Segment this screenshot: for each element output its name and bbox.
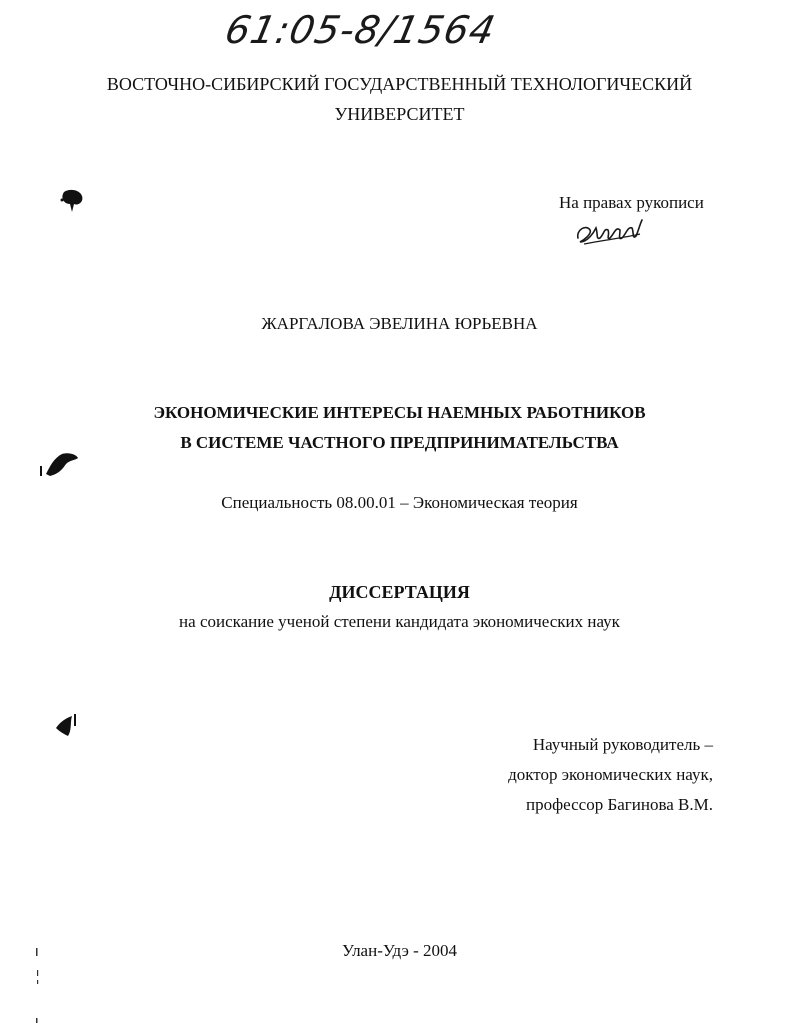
author-name: ЖАРГАЛОВА ЭВЕЛИНА ЮРЬЕВНА [261, 314, 538, 333]
university-name-line1: ВОСТОЧНО-СИБИРСКИЙ ГОСУДАРСТВЕННЫЙ ТЕХНОЛОГИЧЕСКИЙ [106, 74, 693, 94]
specialty-line: Специальность 08.00.01 – Экономическая теория [221, 493, 578, 512]
scan-margin-marks [34, 946, 42, 1026]
thesis-title-line2: В СИСТЕМЕ ЧАСТНОГО ПРЕДПРИНИМАТЕЛЬСТВА [180, 433, 619, 452]
supervisor-role: Научный руководитель – [532, 735, 713, 754]
thesis-title-line1: ЭКОНОМИЧЕСКИЕ ИНТЕРЕСЫ НАЕМНЫХ РАБОТНИКОВ [153, 403, 646, 422]
catalog-stamp: 61:05-8/1564 [221, 8, 500, 52]
manuscript-note: На правах рукописи [559, 193, 704, 212]
author-signature-image [574, 214, 644, 248]
scan-blot-1 [58, 186, 88, 216]
scan-blot-2 [36, 448, 82, 482]
scan-blot-3 [50, 712, 80, 742]
supervisor-degree: доктор экономических наук, [508, 765, 713, 784]
university-name-line2: УНИВЕРСИТЕТ [334, 104, 465, 124]
supervisor-name: профессор Багинова В.М. [526, 795, 713, 814]
degree-line: на соискание ученой степени кандидата экономических наук [179, 612, 620, 631]
dissertation-heading: ДИССЕРТАЦИЯ [329, 582, 470, 602]
city-year: Улан-Удэ - 2004 [341, 941, 458, 960]
